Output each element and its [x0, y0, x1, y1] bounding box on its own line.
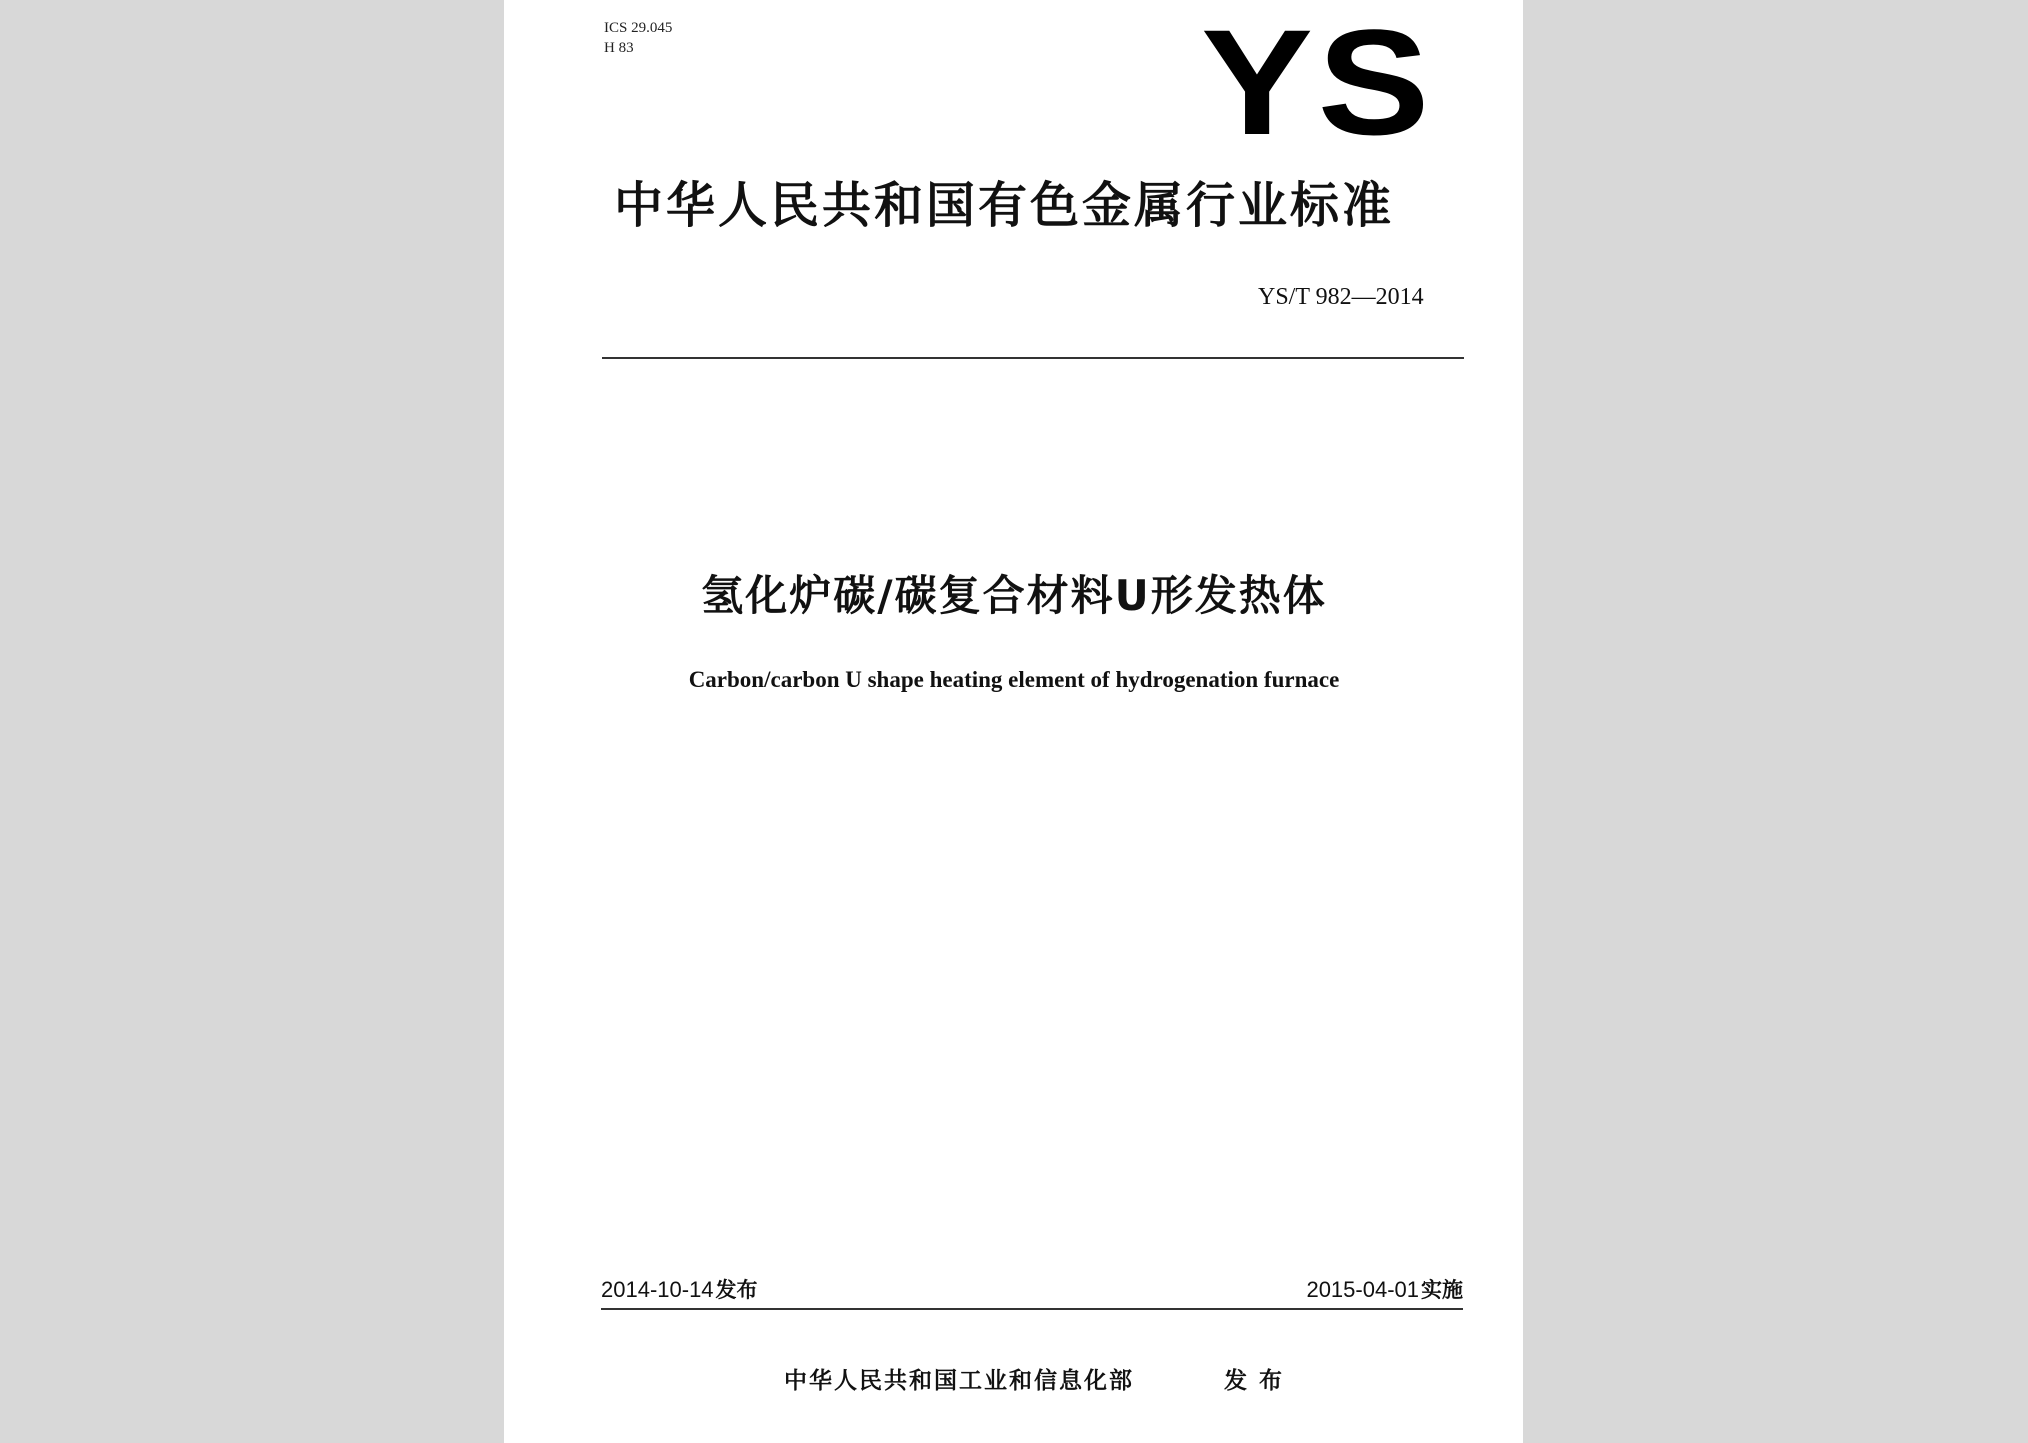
- classification-block: [604, 18, 672, 58]
- class-code: H 83: [604, 40, 634, 56]
- publisher-name: 中华人民共和国工业和信息化部: [784, 1368, 1134, 1394]
- standard-code: YS/T 982—2014: [1258, 284, 1424, 310]
- bottom-divider: [601, 1308, 1463, 1310]
- implement-date: 2015-04-01: [1306, 1277, 1419, 1302]
- issue-label: 发布: [715, 1278, 758, 1302]
- document-title-chinese: 氢化炉碳/碳复合材料U形发热体: [701, 571, 1327, 620]
- ics-code: ICS 29.045: [604, 20, 673, 36]
- document-title-english: Carbon/carbon U shape heating element of hydrogenation furnace: [688, 667, 1340, 692]
- issue-date: 2014-10-14: [601, 1277, 714, 1302]
- publisher-action: 发布: [1224, 1368, 1294, 1394]
- standard-title: 中华人民共和国有色金属行业标准: [614, 177, 1395, 234]
- document-page: [504, 0, 1523, 1443]
- implement-date-block: [1306, 1275, 1463, 1305]
- top-divider: [602, 357, 1464, 359]
- implement-label: 实施: [1421, 1278, 1463, 1302]
- issue-date-block: [601, 1275, 758, 1305]
- ys-logo: YS: [1201, 0, 1435, 166]
